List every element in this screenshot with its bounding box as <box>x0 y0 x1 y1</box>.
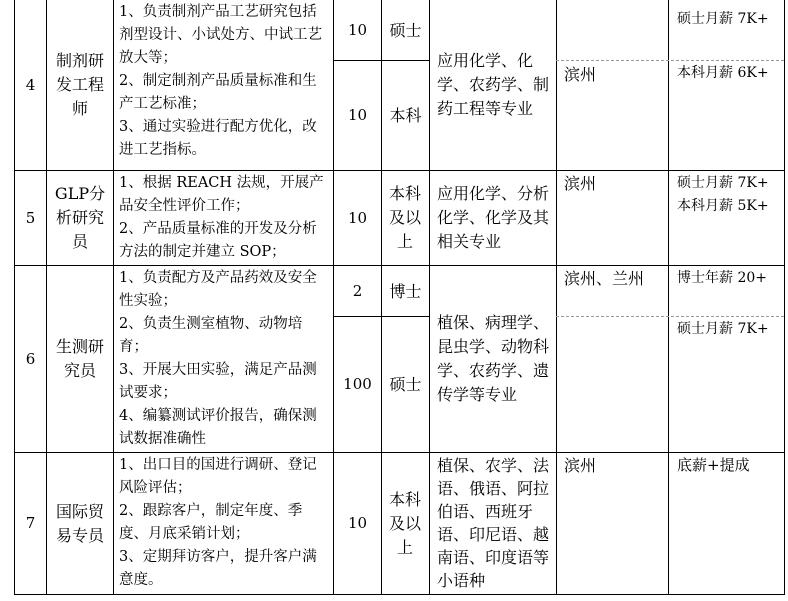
major: 应用化学、化学、农药学、制药工程等专业 <box>437 51 550 118</box>
degree: 博士 <box>389 281 422 301</box>
position-title: GLP分析研究员 <box>54 184 106 251</box>
responsibilities: 1、根据 REACH 法规，开展产品安全性评价工作； 2、产品质量标准的开发及分析方法的制定并建立 SOP； <box>119 175 324 260</box>
headcount: 10 <box>347 208 368 227</box>
responsibilities: 1、出口目的国进行调研、登记风险评估； 2、跟踪客户，制定年度、季度、月底采销计划； 3、定期拜访客户，提升客户满意度。 <box>119 457 317 588</box>
salary: 硕士月薪 7K+ <box>677 321 769 337</box>
salary: 博士年薪 20+ <box>677 270 767 286</box>
row-number: 7 <box>25 514 36 532</box>
headcount: 10 <box>347 106 368 124</box>
salary: 本科月薪 6K+ <box>677 65 769 81</box>
row-number: 5 <box>25 208 36 227</box>
headcount: 10 <box>347 20 368 39</box>
degree: 本科 <box>389 106 422 125</box>
major: 应用化学、分析化学、化学及其相关专业 <box>437 184 550 251</box>
salary: 硕士月薪 7K+ <box>677 11 769 27</box>
salary: 硕士月薪 7K+ 本科月薪 5K+ <box>677 175 769 214</box>
salary: 底薪+提成 <box>677 456 750 474</box>
degree: 本科及以上 <box>388 489 421 557</box>
major: 植保、农学、法语、俄语、阿拉伯语、西班牙语、印尼语、越南语、印度语等小语种 <box>437 456 550 590</box>
degree: 硕士 <box>389 20 422 40</box>
degree: 硕士 <box>389 375 422 394</box>
headcount: 100 <box>343 375 372 393</box>
headcount: 2 <box>352 281 363 300</box>
row-number: 6 <box>25 349 36 368</box>
location: 滨州 <box>564 64 597 84</box>
location: 滨州、兰州 <box>564 269 645 288</box>
headcount: 10 <box>347 514 368 532</box>
responsibilities: 1、负责配方及产品药效及安全性实验； 2、负责生测室植物、动物培育； 3、开展大田实验，满足产品测试要求； 4、编纂测试评价报告，确保测试数据准确性 <box>119 270 317 447</box>
position-title: 生测研究员 <box>55 337 104 380</box>
degree: 本科及以上 <box>388 184 421 251</box>
responsibilities: 1、负责制剂产品工艺研究包括剂型设计、小试处方、中试工艺放大等； 2、制定制剂产品质量标准和生产工艺标准； 3、通过实验进行配方优化，改进工艺指标。 <box>119 4 322 158</box>
major: 植保、病理学、昆虫学、动物科学、农药学、遗传学等专业 <box>437 313 550 404</box>
location: 滨州 <box>564 456 597 475</box>
position-title: 国际贸易专员 <box>55 501 104 545</box>
row-number: 4 <box>25 75 36 94</box>
position-title: 制剂研发工程师 <box>55 51 104 118</box>
location: 滨州 <box>564 174 597 193</box>
